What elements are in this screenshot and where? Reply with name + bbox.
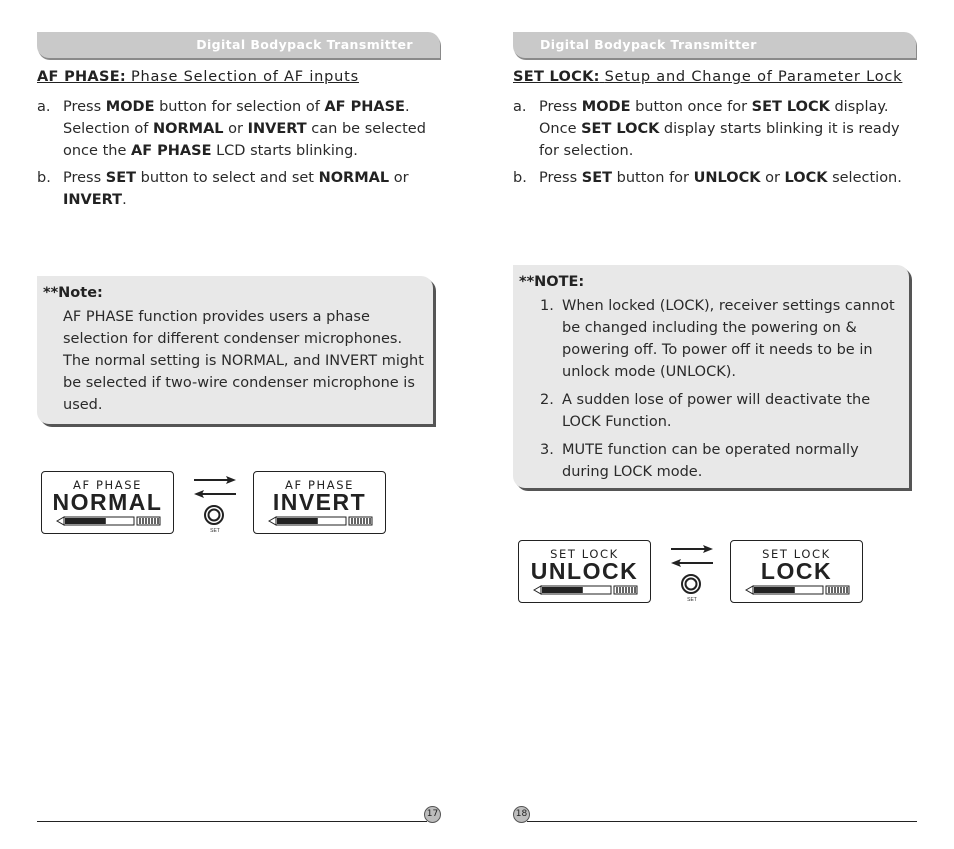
note-box: [37, 276, 433, 424]
step-b: b. Press SET button to select and set NORMAL or INVERT.: [37, 170, 409, 208]
set-knob-icon: [682, 575, 700, 593]
footer-rule: [527, 821, 917, 822]
rf-level-bar-icon: [268, 516, 374, 526]
lcd-mode-label: AF PHASE: [73, 478, 142, 492]
set-label: SET: [687, 597, 697, 603]
arrow-right-icon: [194, 476, 236, 484]
note-item: 3. MUTE function can be operated normally during LOCK mode.: [540, 442, 859, 480]
section-title-bold: SET LOCK:: [513, 69, 600, 85]
note-body: AF PHASE function provides users a phase selection for different condenser microphones. The normal setting is NORMAL, and INVERT might be selected if two-wire condenser microphone is used.: [63, 309, 424, 413]
set-knob-icon: [205, 506, 223, 524]
lcd-value: NORMAL: [52, 489, 163, 515]
lcd-mode-label: SET LOCK: [550, 547, 619, 561]
left-page: [37, 0, 441, 849]
note-item: 1. When locked (LOCK), receiver settings cannot be changed including the powering on & powering off. To power off it needs to be in unlock mode (UNLOCK).: [540, 298, 895, 380]
header-title: Digital Bodypack Transmitter: [540, 37, 757, 52]
lcd-value: INVERT: [272, 489, 367, 515]
section-title: [37, 69, 359, 85]
lcd-display-lock: [730, 540, 863, 603]
note-title: **Note:: [43, 285, 103, 301]
section-title-text: Setup and Change of Parameter Lock: [604, 69, 903, 85]
page-header: [513, 32, 916, 58]
rf-level-bar-icon: [56, 516, 162, 526]
arrow-left-icon: [194, 490, 236, 498]
rf-level-bar-icon: [745, 585, 851, 595]
section-title: [513, 69, 902, 85]
lcd-display-invert: [253, 471, 386, 534]
step-a: a. Press MODE button for selection of AF PHASE. Selection of NORMAL or INVERT can be selected once the AF PHASE LCD starts blinking.: [37, 99, 426, 159]
lcd-mode-label: AF PHASE: [285, 478, 354, 492]
note-box: [513, 265, 909, 488]
step-b: b. Press SET button for UNLOCK or LOCK selection.: [513, 170, 902, 186]
header-title: Digital Bodypack Transmitter: [196, 37, 413, 52]
steps-list: [513, 96, 917, 194]
section-title-bold: AF PHASE:: [37, 69, 127, 85]
lcd-value: LOCK: [760, 558, 833, 584]
right-page: [513, 0, 917, 849]
section-title-text: Phase Selection of AF inputs: [130, 69, 359, 85]
note-item: 2. A sudden lose of power will deactivate the LOCK Function.: [540, 392, 871, 430]
lcd-display-unlock: [518, 540, 651, 603]
footer-rule: [37, 821, 427, 822]
lcd-value: UNLOCK: [530, 558, 639, 584]
lcd-mode-label: SET LOCK: [762, 547, 831, 561]
steps-list: [37, 96, 441, 216]
set-switch-diagram: [192, 474, 238, 538]
arrow-right-icon: [671, 545, 713, 553]
set-label: SET: [210, 528, 220, 534]
set-switch-diagram: [669, 543, 715, 607]
note-title: **NOTE:: [519, 274, 585, 290]
page-header: [37, 32, 440, 58]
page-number: 17: [424, 806, 441, 823]
note-list: [540, 295, 903, 489]
page-number: 18: [513, 806, 530, 823]
rf-level-bar-icon: [533, 585, 639, 595]
step-a: a. Press MODE button once for SET LOCK display. Once SET LOCK display starts blinking it is ready for selection.: [513, 99, 900, 159]
arrow-left-icon: [671, 559, 713, 567]
lcd-display-normal: [41, 471, 174, 534]
